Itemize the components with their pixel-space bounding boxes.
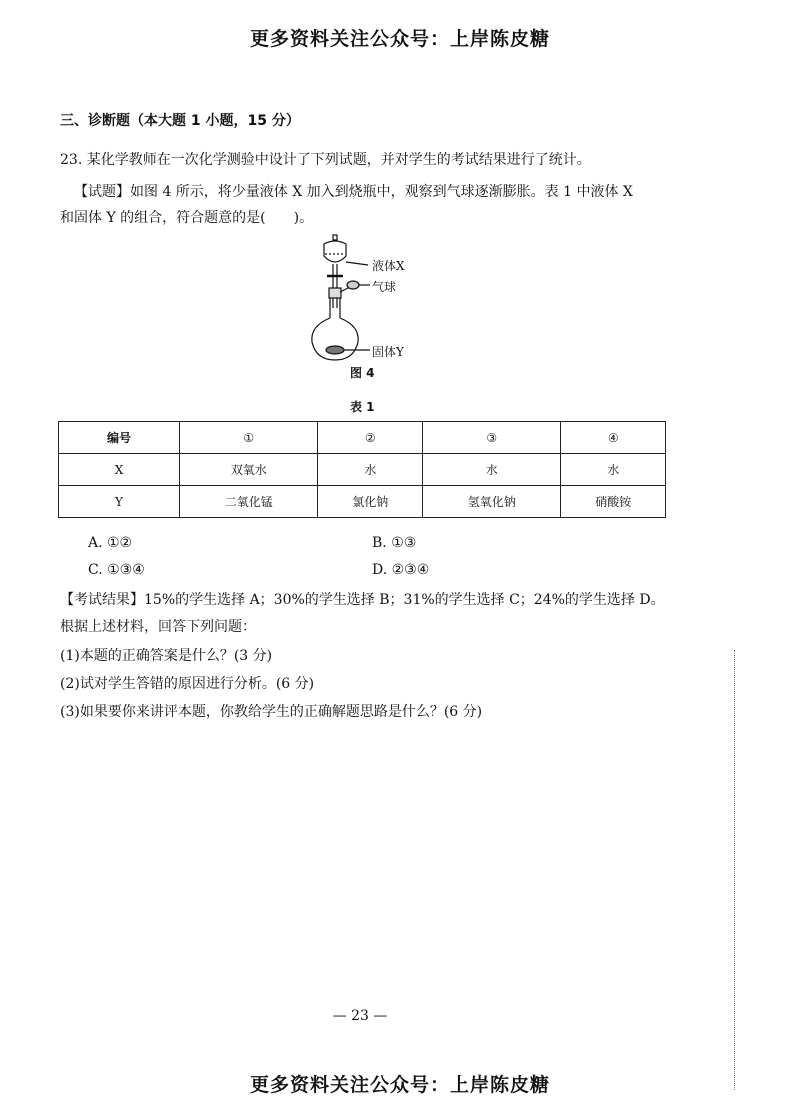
header-cell: ② bbox=[318, 422, 423, 454]
option-a: A. ①② bbox=[88, 535, 133, 551]
section-heading: 三、诊断题（本大题 1 小题，15 分） bbox=[60, 113, 300, 129]
header-banner: 更多资料关注公众号：上岸陈皮糖 bbox=[249, 28, 550, 50]
option-c: C. ①③④ bbox=[88, 562, 145, 578]
table-cell: 水 bbox=[561, 454, 666, 486]
option-d: D. ②③④ bbox=[372, 562, 430, 578]
answer-prompt: 根据上述材料，回答下列问题： bbox=[60, 619, 256, 635]
table-cell: 双氧水 bbox=[180, 454, 318, 486]
table-cell: 氢氧化钠 bbox=[422, 486, 560, 518]
trial-line-1: 【试题】如图 4 所示，将少量液体 X 加入到烧瓶中，观察到气球逐渐膨胀。表 1 中液体 X bbox=[74, 184, 633, 200]
balloon bbox=[347, 281, 359, 289]
sub-question-1: (1)本题的正确答案是什么？(3 分) bbox=[60, 648, 273, 664]
option-b: B. ①③ bbox=[372, 535, 417, 551]
sub-question-3: (3)如果要你来讲评本题，你教给学生的正确解题思路是什么？(6 分) bbox=[60, 704, 483, 720]
label-solid-y: 固体Y bbox=[372, 345, 404, 359]
scan-edge-line bbox=[734, 650, 735, 1090]
dropping-funnel bbox=[324, 241, 346, 262]
exam-result: 【考试结果】15%的学生选择 A；30%的学生选择 B；31%的学生选择 C；24%的学生选择 D。 bbox=[60, 592, 665, 608]
header-cell: ① bbox=[180, 422, 318, 454]
table-header-row bbox=[59, 422, 666, 454]
table-row-x bbox=[59, 454, 666, 486]
page-number: — 23 — bbox=[332, 1008, 388, 1024]
trial-line-2: 和固体 Y 的组合，符合题意的是( )。 bbox=[60, 210, 314, 226]
figure-caption: 图 4 bbox=[350, 366, 375, 380]
table-cell: 氯化钠 bbox=[318, 486, 423, 518]
label-liquid-x: 液体X bbox=[372, 259, 405, 273]
funnel-stopper bbox=[333, 235, 337, 240]
question-stem: 23. 某化学教师在一次化学测验中设计了下列试题，并对学生的考试结果进行了统计。 bbox=[60, 152, 591, 168]
header-cell: ④ bbox=[561, 422, 666, 454]
header-cell: ③ bbox=[422, 422, 560, 454]
header-cell: 编号 bbox=[59, 422, 180, 454]
table-cell: 硝酸铵 bbox=[561, 486, 666, 518]
table-row-y bbox=[59, 486, 666, 518]
table-1 bbox=[58, 421, 666, 518]
row-label: X bbox=[59, 454, 180, 486]
row-label: Y bbox=[59, 486, 180, 518]
table-cell: 水 bbox=[318, 454, 423, 486]
table-cell: 二氧化锰 bbox=[180, 486, 318, 518]
footer-banner: 更多资料关注公众号：上岸陈皮糖 bbox=[249, 1074, 550, 1096]
label-balloon: 气球 bbox=[372, 280, 397, 294]
table-cell: 水 bbox=[422, 454, 560, 486]
sub-question-2: (2)试对学生答错的原因进行分析。(6 分) bbox=[60, 676, 315, 692]
table-caption: 表 1 bbox=[350, 400, 375, 414]
